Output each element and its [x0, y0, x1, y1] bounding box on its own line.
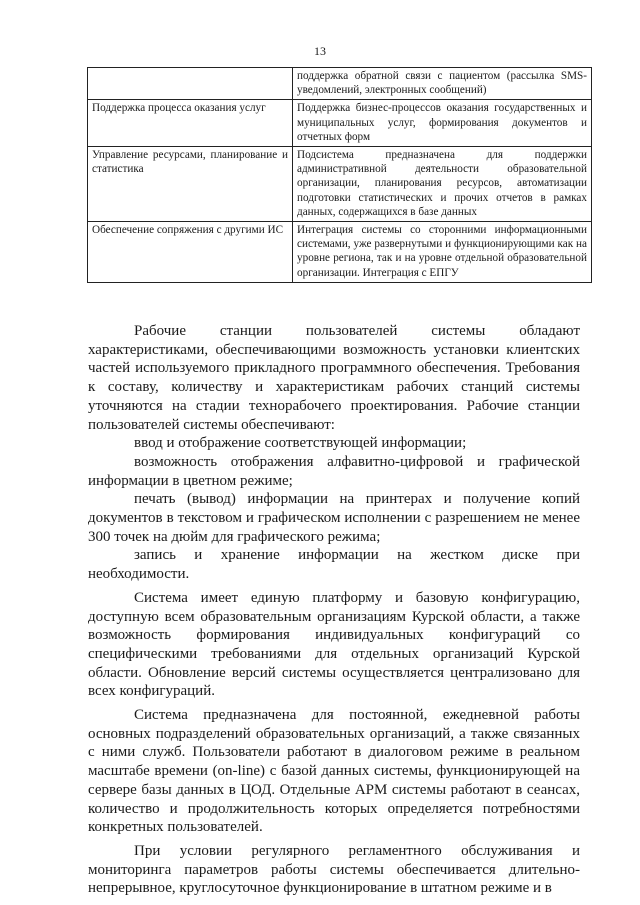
- table-row: [88, 68, 592, 100]
- table-cell-function: Управление ресурсами, планирование и статистика: [88, 147, 293, 222]
- body-text: [88, 322, 580, 898]
- table-row: [88, 147, 592, 222]
- list-item: запись и хранение информации на жестком диске при необходимости.: [88, 547, 580, 583]
- paragraph: Рабочие станции пользователей системы обладают характеристиками, обеспечивающими возможность установки клиентских частей используемого прикладного программного обеспечения. Требования к составу, количеству и характеристикам рабочих станций системы уточняются на стадии технорабочего проектирования. Рабочие станции пользователей системы обеспечивают:: [88, 323, 580, 433]
- table-row: [88, 100, 592, 147]
- table-cell-function: [88, 68, 293, 100]
- table-cell-function: Поддержка процесса оказания услуг: [88, 100, 293, 147]
- paragraph: При условии регулярного регламентного обслуживания и мониторинга параметров работы системы обеспечивается длительно-непрерывное, круглосуточное функционирование в штатном режиме и в: [88, 842, 580, 897]
- table-row: [88, 222, 592, 283]
- table-cell-description: Поддержка бизнес-процессов оказания государственных и муниципальных услуг, формирования документов и отчетных форм: [293, 100, 592, 147]
- list-item: печать (вывод) информации на принтерах и получение копий документов в текстовом и графическом исполнении с разрешением не менее 300 точек на дюйм для графического режима;: [88, 491, 580, 545]
- paragraph: Система предназначена для постоянной, ежедневной работы основных подразделений образовательных организаций, а также связанных с ними служб. Пользователи работают в диалоговом режиме в реальном масштабе времени (on-line) с базой данных системы, функционирующей на сервере базы данных в ЦОД. Отдельные АРМ системы работают в сеансах, количество и продолжительность которых определяется потребностями конкретных пользователей.: [88, 707, 580, 836]
- table-cell-function: Обеспечение сопряжения с другими ИС: [88, 222, 293, 283]
- paragraph: Система имеет единую платформу и базовую конфигурацию, доступную всем образовательным организациям Курской области, а также возможность формирования индивидуальных конфигураций со специфическими требованиями для отдельных организаций Курской области. Обновление версий системы осуществляется централизовано для всех конфигураций.: [88, 589, 580, 700]
- list-item: возможность отображения алфавитно-цифровой и графической информации в цветном режиме;: [88, 453, 580, 489]
- table-cell-description: поддержка обратной связи с пациентом (рассылка SMS-уведомлений, электронных сообщений): [293, 68, 592, 100]
- functions-table: [87, 67, 592, 283]
- table-cell-description: Интеграция системы со сторонними информационными системами, уже развернутыми и функционирующими как на уровне региона, так и на уровне отдельной образовательной организации. Интеграция с ЕПГУ: [293, 222, 592, 283]
- table-cell-description: Подсистема предназначена для поддержки административной деятельности образовательной организации, планирования ресурсов, автоматизации подготовки статистических и прочих отчетов в рамках данных, содержащихся в базе данных: [293, 147, 592, 222]
- list-item: ввод и отображение соответствующей информации;: [134, 435, 467, 452]
- page-number: 13: [314, 44, 326, 58]
